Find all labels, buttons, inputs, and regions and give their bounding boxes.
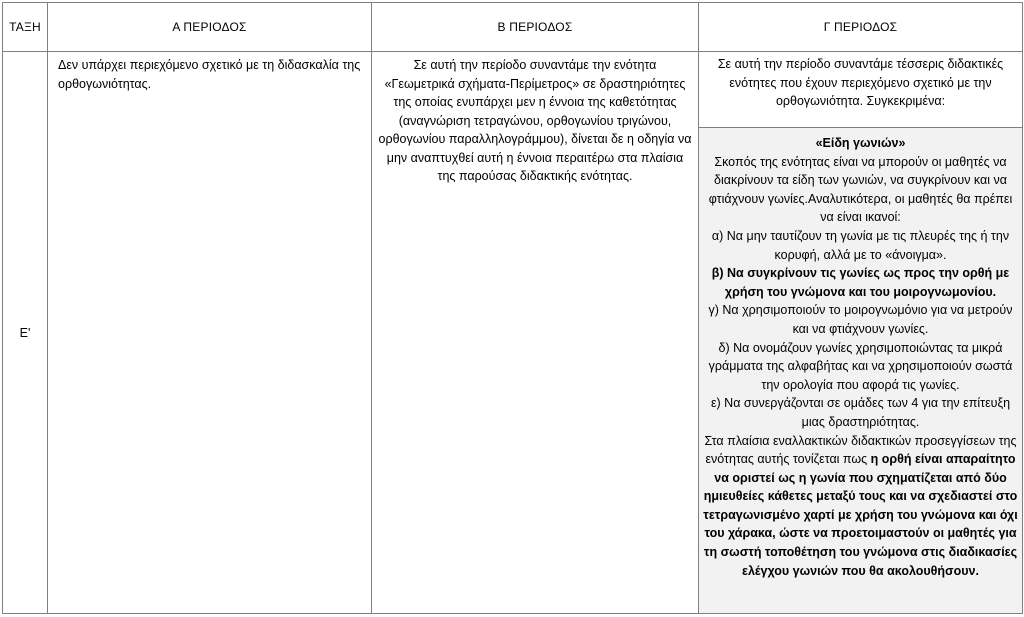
period-c-detail-cell [699,128,1023,614]
header-grade: ΤΑΞΗ [3,3,48,52]
section-title: «Είδη γωνιών» [815,136,906,150]
curriculum-table [2,2,1023,614]
grade-cell: Ε' [3,52,48,614]
list-item: γ) Να χρησιμοποιούν το μοιρογνωμόνιο για να μετρούν και να φτιάχνουν γωνίες. [708,303,1013,336]
period-a-cell: Δεν υπάρχει περιεχόμενο σχετικό με τη διδασκαλία της ορθογωνιότητας. [48,52,372,614]
list-item: ε) Να συνεργάζονται σε ομάδες των 4 για την επίτευξη μιας δραστηριότητας. [710,396,1011,429]
list-item: β) Να συγκρίνουν τις γωνίες ως προς την ορθή με χρήση του γνώμονα και του μοιρογνωμονίου. [711,266,1010,299]
list-item: δ) Να ονομάζουν γωνίες χρησιμοποιώντας τα μικρά γράμματα της αλφαβήτας και να χρησιμοποιούν σωστά την ορολογία που αφορά τις γωνίες. [708,340,1013,392]
period-c-intro-cell: Σε αυτή την περίοδο συναντάμε τέσσερις διδακτικές ενότητες που έχουν περιεχόμενο σχετικό με την ορθογωνιότητα. Συγκεκριμένα: [699,52,1023,128]
closing-bold-text: η ορθή είναι απαραίτητο να οριστεί ως η γωνία που σχηματίζεται από δύο ημιευθείες κάθετες μεταξύ τους και να σχεδιαστεί στο τετραγωνισμένο χαρτί με χρήση του γνώμονα και όχι του χάρακα, ώστε να προετοιμαστούν οι μαθητές για τη σωστή τοποθέτηση του γνώμονα στις διαδικασίες ελέγχου γωνιών που θα ακολουθήσουν. [703,452,1018,578]
table-row [3,52,1023,128]
closing-paragraph [703,432,1018,581]
header-row [3,3,1023,52]
header-period-c: Γ ΠΕΡΙΟΔΟΣ [699,3,1023,52]
period-b-cell: Σε αυτή την περίοδο συναντάμε την ενότητα «Γεωμετρικά σχήματα-Περίμετρος» σε δραστηριότητες της οποίας ενυπάρχει μεν η έννοια της καθετότητας (αναγνώριση τετραγώνου, ορθογωνίου τριγώνου, ορθογωνίου παραλληλογράμμου), δίνεται δε η οδηγία να μην αναπτυχθεί αυτή η έννοια περαιτέρω στα πλαίσια της παρούσας διδακτικής ενότητας. [372,52,699,614]
header-period-b: Β ΠΕΡΙΟΔΟΣ [372,3,699,52]
list-item: α) Να μην ταυτίζουν τη γωνία με τις πλευρές της ή την κορυφή, αλλά με το «άνοιγμα». [711,228,1010,262]
closing-plain-text: Στα πλαίσια εναλλακτικών διδακτικών προσεγγίσεων της ενότητας αυτής τονίζεται πως [704,433,1017,467]
header-period-a: Α ΠΕΡΙΟΔΟΣ [48,3,372,52]
section-goal: Σκοπός της ενότητας είναι να μπορούν οι μαθητές να διακρίνουν τα είδη των γωνιών, να συγκρίνουν και να φτιάχνουν γωνίες.Αναλυτικότερα, οι μαθητές θα πρέπει να είναι ικανοί: [708,154,1013,225]
